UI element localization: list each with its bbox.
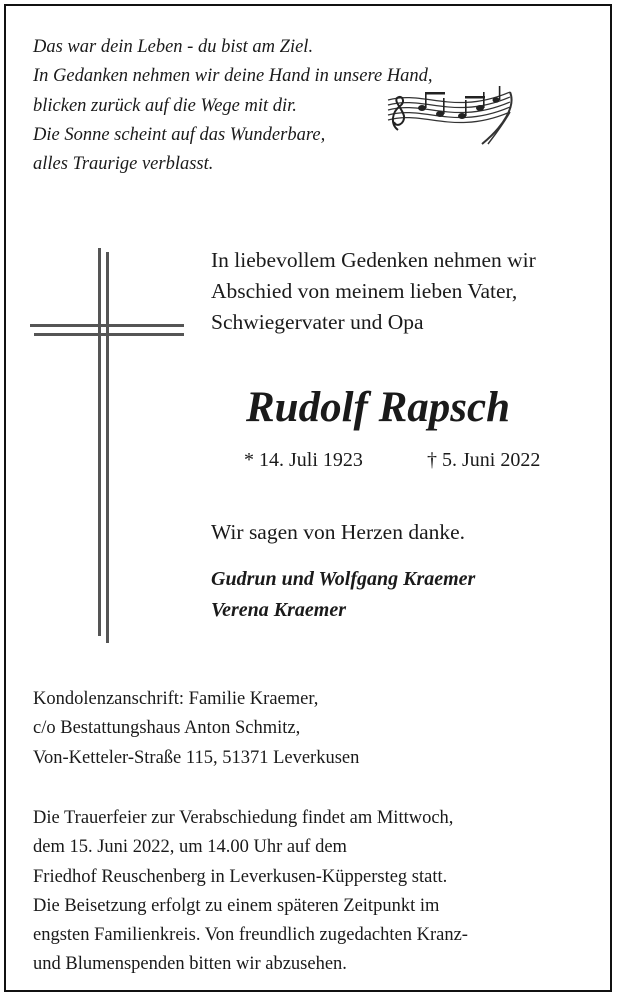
address-line: c/o Bestattungshaus Anton Schmitz,	[33, 718, 301, 739]
poem-line: Die Sonne scheint auf das Wunderbare,	[33, 124, 326, 145]
music-notes-icon	[384, 86, 514, 146]
mourners	[211, 564, 475, 626]
address-line: Von-Ketteler-Straße 115, 51371 Leverkusen	[33, 747, 360, 768]
address-line: Kondolenzanschrift: Familie Kraemer,	[33, 689, 319, 709]
birth-date: * 14. Juli 1923	[244, 449, 363, 471]
poem-line: Das war dein Leben - du bist am Ziel.	[33, 37, 314, 57]
poem-line: blicken zurück auf die Wege mit dir.	[33, 95, 297, 116]
poem	[33, 33, 433, 179]
intro-line: Schwiegervater und Opa	[211, 310, 424, 334]
condolence-address	[33, 685, 359, 773]
mourner-name: Gudrun und Wolfgang Kraemer	[211, 568, 476, 590]
intro-text	[211, 245, 536, 338]
death-date: † 5. Juni 2022	[427, 449, 541, 471]
poem-line: alles Traurige verblasst.	[33, 154, 214, 175]
poem-line: In Gedanken nehmen wir deine Hand in unsere Hand,	[33, 66, 433, 87]
ceremony-line: Friedhof Reuschenberg in Leverkusen-Küppersteg statt.	[33, 866, 448, 887]
intro-line: Abschied von meinem lieben Vater,	[211, 279, 518, 303]
ceremony-line: Die Beisetzung erfolgt zu einem späteren Zeitpunkt im	[33, 895, 440, 916]
ceremony-line: Die Trauerfeier zur Verabschiedung findet am Mittwoch,	[33, 808, 454, 828]
ceremony-info	[33, 804, 468, 980]
ceremony-line: engsten Familienkreis. Von freundlich zugedachten Kranz-	[33, 925, 468, 946]
deceased-name: Rudolf Rapsch	[246, 384, 511, 431]
ceremony-line: dem 15. Juni 2022, um 14.00 Uhr auf dem	[33, 837, 347, 858]
thanks-text: Wir sagen von Herzen danke.	[211, 520, 466, 544]
cross-icon	[30, 248, 184, 643]
mourner-name: Verena Kraemer	[211, 599, 346, 621]
ceremony-line: und Blumenspenden bitten wir abzusehen.	[33, 954, 347, 975]
intro-line: In liebevollem Gedenken nehmen wir	[211, 248, 536, 272]
